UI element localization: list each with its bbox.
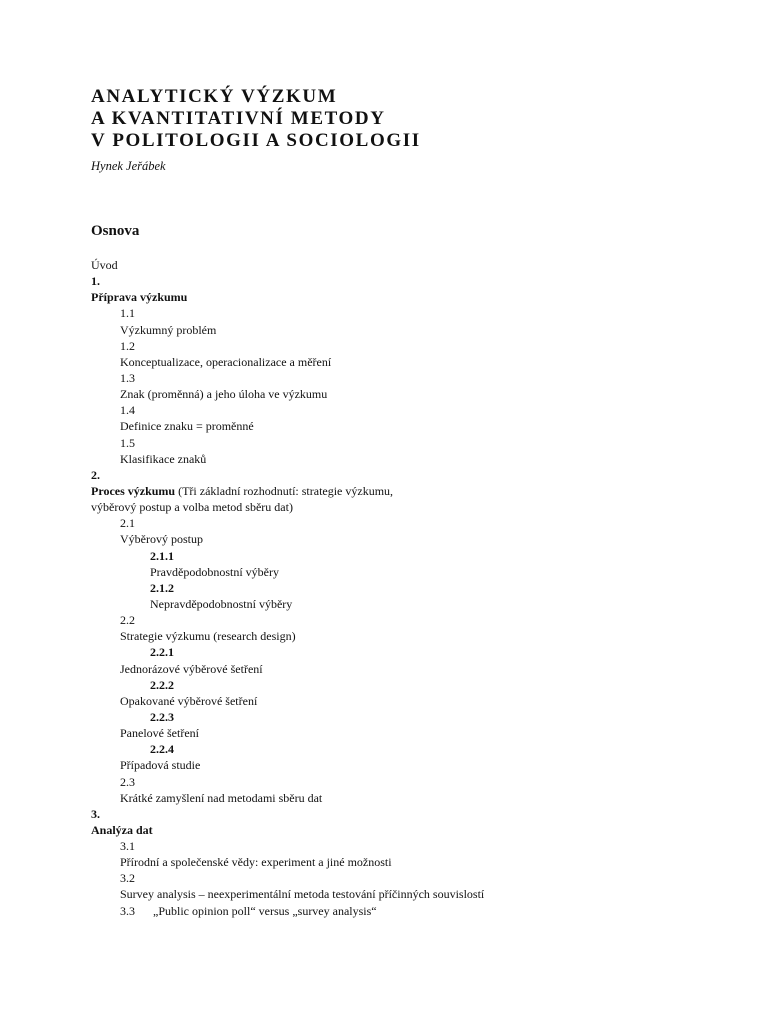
toc-subitem-number: 2.2.4 xyxy=(150,742,174,757)
toc-subitem-number: 2.2.1 xyxy=(150,645,174,660)
toc-section-number: 1. xyxy=(91,274,100,289)
toc-item-number: 3.1 xyxy=(120,839,135,854)
toc-subitem-text: Opakované výběrové šetření xyxy=(120,693,258,708)
toc-subitem-text: Pravděpodobnostní výběry xyxy=(150,564,279,579)
toc-subitem-text: Jednorázové výběrové šetření xyxy=(120,661,263,676)
toc-subitem-number: 2.1.2 xyxy=(150,580,174,595)
title-line-2: A KVANTITATIVNÍ METODY xyxy=(91,108,386,129)
toc-item-text: Konceptualizace, operacionalizace a měření xyxy=(120,354,332,369)
toc-item-number: 2.3 xyxy=(120,774,135,789)
toc-subitem-text: Panelové šetření xyxy=(120,726,199,741)
toc-item-text: Definice znaku = proměnné xyxy=(120,419,254,434)
document-title xyxy=(91,86,421,152)
toc-subitem-number: 2.1.1 xyxy=(150,548,174,563)
toc-item-number: 1.4 xyxy=(120,403,135,418)
toc-subitem-text: Nepravděpodobnostní výběry xyxy=(150,596,293,611)
toc-subitem-text: Případová studie xyxy=(120,758,201,773)
toc-section-number: 3. xyxy=(91,806,100,821)
toc-item-text: Přírodní a společenské vědy: experiment a jiné možnosti xyxy=(120,855,392,870)
toc-item-text: Výzkumný problém xyxy=(120,322,217,337)
toc-item-number: 2.2 xyxy=(120,613,135,628)
title-line-1: ANALYTICKÝ VÝZKUM xyxy=(91,86,338,107)
toc-item-text: Klasifikace znaků xyxy=(120,451,207,466)
toc-section-title-row xyxy=(91,483,731,499)
toc-section-note: (Tři základní rozhodnutí: strategie výzkumu, xyxy=(175,483,394,498)
toc-item-text: Výběrový postup xyxy=(120,532,203,547)
toc-item-number: 1.1 xyxy=(120,306,135,321)
toc-section-title: Příprava výzkumu xyxy=(91,290,188,305)
toc-item-text: „Public opinion poll“ versus „survey analysis“ xyxy=(153,903,377,918)
toc-item-number: 1.2 xyxy=(120,338,135,353)
toc-item-number: 2.1 xyxy=(120,516,135,531)
title-line-3: V POLITOLOGII A SOCIOLOGII xyxy=(91,130,421,151)
toc-section-number: 2. xyxy=(91,467,100,482)
toc-item-text: Survey analysis – neexperimentální metoda testování příčinných souvislostí xyxy=(120,887,485,902)
toc-intro: Úvod xyxy=(91,258,118,272)
toc-item-number: 1.3 xyxy=(120,370,135,385)
toc-item-number: 3.2 xyxy=(120,871,135,886)
toc-item-text: Krátké zamyšlení nad metodami sběru dat xyxy=(120,790,323,805)
toc-item-number: 1.5 xyxy=(120,435,135,450)
toc-item-text: Znak (proměnná) a jeho úloha ve výzkumu xyxy=(120,387,328,402)
outline-heading: Osnova xyxy=(91,223,140,239)
toc-subitem-number: 2.2.2 xyxy=(150,677,174,692)
toc-item-row xyxy=(91,903,731,919)
table-of-contents xyxy=(91,257,731,919)
toc-subitem-number: 2.2.3 xyxy=(150,709,174,724)
author-name: Hynek Jeřábek xyxy=(91,159,166,173)
toc-section-title: Proces výzkumu xyxy=(91,483,176,498)
toc-item-text: Strategie výzkumu (research design) xyxy=(120,629,296,644)
toc-section-note-cont: výběrový postup a volba metod sběru dat) xyxy=(91,500,293,515)
toc-item-number: 3.3 xyxy=(120,903,135,918)
toc-section-title: Analýza dat xyxy=(91,822,153,837)
